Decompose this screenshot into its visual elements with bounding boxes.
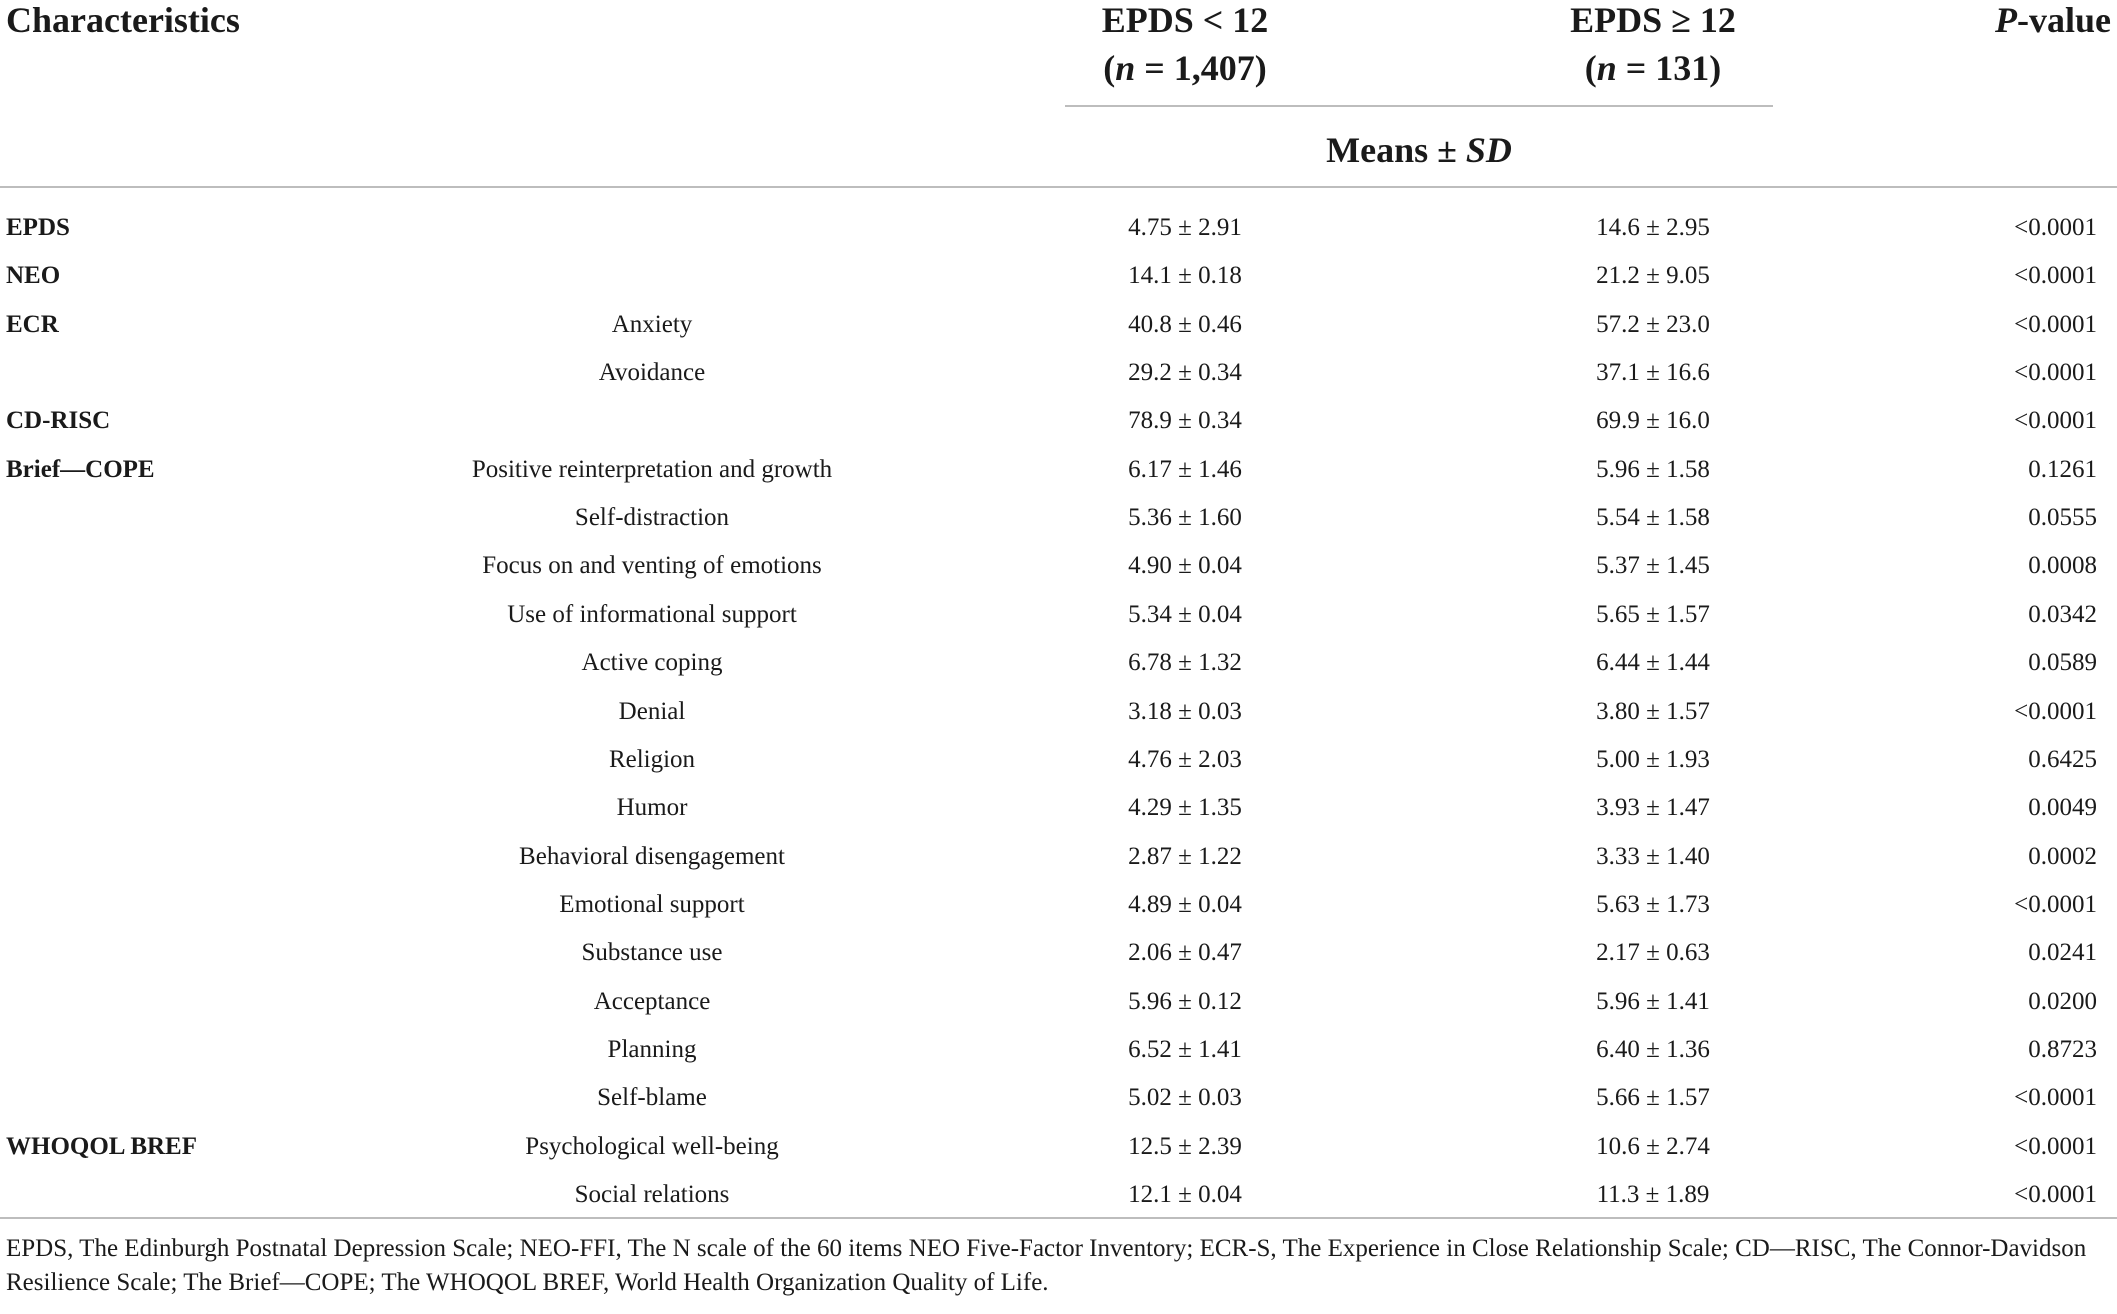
row-pvalue: 0.0049 <box>2028 794 2097 821</box>
header-group1-n-value: = 1,407) <box>1135 48 1267 88</box>
row-subscale: Emotional support <box>559 891 745 918</box>
row-group1-value: 5.34 ± 0.04 <box>1128 601 1242 628</box>
header-means-label: Means ± <box>1326 130 1466 170</box>
row-pvalue: 0.6425 <box>2028 746 2097 773</box>
row-pvalue: 0.1261 <box>2028 456 2097 483</box>
header-bottom-rule <box>0 186 2117 188</box>
row-group2-value: 69.9 ± 16.0 <box>1596 407 1710 434</box>
table-bottom-rule <box>0 1217 2117 1219</box>
row-group2-value: 5.54 ± 1.58 <box>1596 504 1710 531</box>
row-group1-value: 4.90 ± 0.04 <box>1128 552 1242 579</box>
row-pvalue: 0.0342 <box>2028 601 2097 628</box>
row-subscale: Psychological well-being <box>525 1133 779 1160</box>
row-pvalue: <0.0001 <box>2014 698 2097 725</box>
row-pvalue: 0.0002 <box>2028 843 2097 870</box>
header-group2 <box>1570 0 1736 92</box>
row-group2-value: 5.96 ± 1.41 <box>1596 988 1710 1015</box>
row-group2-value: 5.00 ± 1.93 <box>1596 746 1710 773</box>
header-group1 <box>1102 0 1269 92</box>
row-measure: WHOQOL BREF <box>6 1133 198 1160</box>
row-group1-value: 78.9 ± 0.34 <box>1128 407 1242 434</box>
row-group1-value: 4.29 ± 1.35 <box>1128 794 1242 821</box>
row-subscale: Positive reinterpretation and growth <box>471 456 833 483</box>
row-group2-value: 2.17 ± 0.63 <box>1596 939 1710 966</box>
row-pvalue: 0.0200 <box>2028 988 2097 1015</box>
row-measure: EPDS <box>6 214 70 241</box>
row-pvalue: 0.8723 <box>2028 1036 2097 1063</box>
header-group2-n-label: n <box>1596 48 1617 88</box>
row-group1-value: 6.52 ± 1.41 <box>1128 1036 1242 1063</box>
row-subscale: Active coping <box>581 649 723 676</box>
row-group1-value: 5.36 ± 1.60 <box>1128 504 1242 531</box>
row-pvalue: 0.0241 <box>2028 939 2097 966</box>
row-subscale: Focus on and venting of emotions <box>482 552 822 579</box>
row-subscale: Self-distraction <box>574 504 730 531</box>
row-group1-value: 6.17 ± 1.46 <box>1128 456 1242 483</box>
row-group2-value: 3.33 ± 1.40 <box>1596 843 1710 870</box>
row-group2-value: 5.63 ± 1.73 <box>1596 891 1710 918</box>
row-group2-value: 5.66 ± 1.57 <box>1596 1084 1710 1111</box>
header-pvalue <box>1995 0 2111 44</box>
row-group1-value: 12.5 ± 2.39 <box>1128 1133 1242 1160</box>
header-group1-title: EPDS < 12 <box>1101 0 1269 40</box>
row-pvalue: <0.0001 <box>2014 407 2097 434</box>
row-group2-value: 14.6 ± 2.95 <box>1596 214 1710 241</box>
row-group2-value: 37.1 ± 16.6 <box>1596 359 1710 386</box>
row-subscale: Self-blame <box>597 1084 707 1111</box>
row-subscale: Acceptance <box>593 988 711 1015</box>
row-group2-value: 5.96 ± 1.58 <box>1596 456 1710 483</box>
header-group-rule <box>1065 105 1773 107</box>
row-measure: CD-RISC <box>6 407 111 434</box>
row-pvalue: <0.0001 <box>2014 359 2097 386</box>
header-group2-n-value: = 131) <box>1616 48 1722 88</box>
row-group2-value: 3.80 ± 1.57 <box>1596 698 1710 725</box>
row-pvalue: <0.0001 <box>2014 1133 2097 1160</box>
row-pvalue: 0.0555 <box>2028 504 2097 531</box>
row-subscale: Substance use <box>581 939 723 966</box>
row-measure: Brief—COPE <box>6 456 155 483</box>
row-group1-value: 3.18 ± 0.03 <box>1128 698 1242 725</box>
row-group1-value: 5.96 ± 0.12 <box>1128 988 1242 1015</box>
row-pvalue: <0.0001 <box>2014 891 2097 918</box>
row-group1-value: 29.2 ± 0.34 <box>1128 359 1242 386</box>
row-subscale: Use of informational support <box>507 601 797 628</box>
row-subscale: Religion <box>608 746 696 773</box>
row-group1-value: 6.78 ± 1.32 <box>1128 649 1242 676</box>
row-group2-value: 21.2 ± 9.05 <box>1596 262 1710 289</box>
row-subscale: Anxiety <box>611 311 693 338</box>
row-subscale: Avoidance <box>598 359 706 386</box>
header-pvalue-rest: -value <box>2017 0 2111 40</box>
row-subscale: Behavioral disengagement <box>519 843 785 870</box>
header-group2-title: EPDS ≥ 12 <box>1570 0 1736 40</box>
row-subscale: Planning <box>607 1036 697 1063</box>
row-measure: ECR <box>6 311 59 338</box>
row-group1-value: 14.1 ± 0.18 <box>1128 262 1242 289</box>
row-group1-value: 40.8 ± 0.46 <box>1128 311 1242 338</box>
row-group1-value: 4.75 ± 2.91 <box>1128 214 1242 241</box>
row-pvalue: 0.0008 <box>2028 552 2097 579</box>
row-group2-value: 57.2 ± 23.0 <box>1596 311 1710 338</box>
row-group1-value: 4.76 ± 2.03 <box>1128 746 1242 773</box>
row-group1-value: 12.1 ± 0.04 <box>1128 1181 1242 1208</box>
header-group1-n: (n = 1,407) <box>1103 48 1267 88</box>
row-measure: NEO <box>6 262 61 289</box>
row-subscale: Humor <box>616 794 688 821</box>
row-group1-value: 5.02 ± 0.03 <box>1128 1084 1242 1111</box>
row-group2-value: 3.93 ± 1.47 <box>1596 794 1710 821</box>
header-characteristics: Characteristics <box>6 0 240 40</box>
row-pvalue: <0.0001 <box>2014 311 2097 338</box>
row-subscale: Denial <box>618 698 686 725</box>
row-group1-value: 2.87 ± 1.22 <box>1128 843 1242 870</box>
row-group2-value: 6.40 ± 1.36 <box>1596 1036 1710 1063</box>
row-subscale: Social relations <box>574 1181 730 1208</box>
header-group1-n-label: n <box>1115 48 1136 88</box>
row-group1-value: 4.89 ± 0.04 <box>1128 891 1242 918</box>
header-means-sd <box>1326 126 1512 174</box>
row-group2-value: 5.65 ± 1.57 <box>1596 601 1710 628</box>
row-group2-value: 6.44 ± 1.44 <box>1596 649 1710 676</box>
row-group2-value: 11.3 ± 1.89 <box>1596 1181 1710 1208</box>
header-pvalue-italic: P <box>1995 0 2017 40</box>
row-group2-value: 10.6 ± 2.74 <box>1596 1133 1710 1160</box>
row-group1-value: 2.06 ± 0.47 <box>1128 939 1242 966</box>
row-pvalue: <0.0001 <box>2014 262 2097 289</box>
table-footnote: EPDS, The Edinburgh Postnatal Depression Scale; NEO-FFI, The N scale of the 60 items NEO Five-Factor Inventory; ECR-S, The Experience in Close Relationship Scale; CD—RISC, The Connor-Davidson Resilience Scale; The Brief—COPE; The WHOQOL BREF, World Health Organization Quality of Life. <box>6 1235 2087 1296</box>
row-pvalue: <0.0001 <box>2014 214 2097 241</box>
header-sd-label: SD <box>1465 130 1512 170</box>
row-group2-value: 5.37 ± 1.45 <box>1596 552 1710 579</box>
row-pvalue: <0.0001 <box>2014 1084 2097 1111</box>
row-pvalue: 0.0589 <box>2028 649 2097 676</box>
row-pvalue: <0.0001 <box>2014 1181 2097 1208</box>
header-group2-n: (n = 131) <box>1584 48 1722 88</box>
